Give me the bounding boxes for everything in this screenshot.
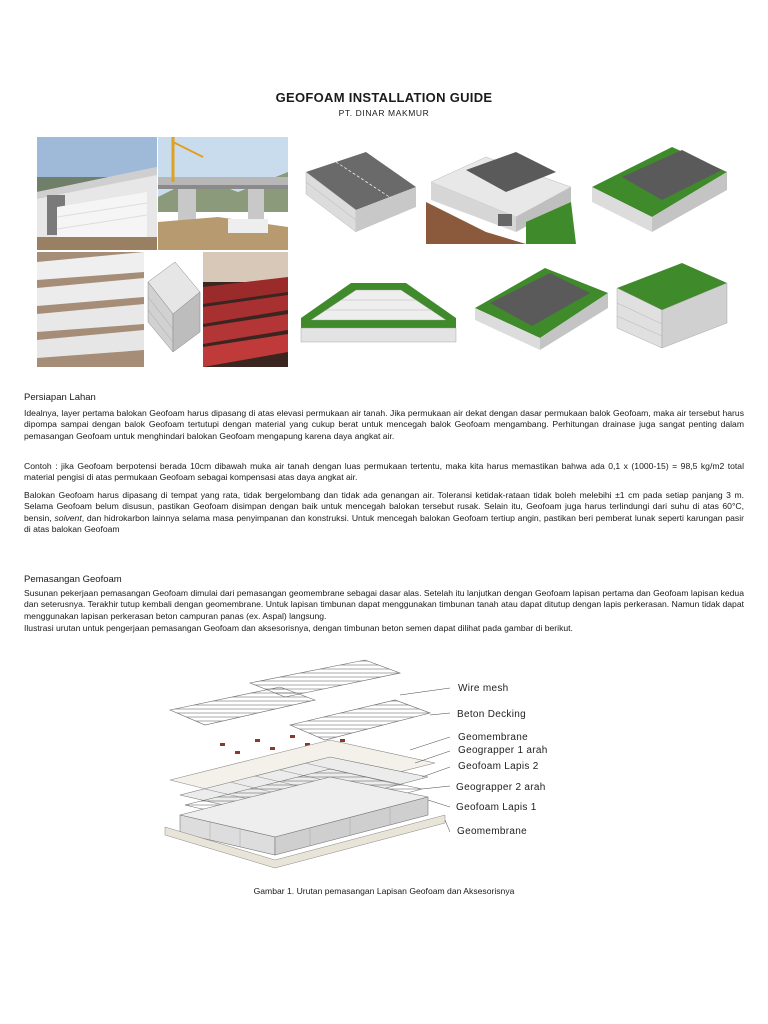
layer-label-wire-mesh: Wire mesh [458,683,509,694]
layer-label-geomembrane-top: Geomembrane [458,732,528,743]
paragraph-storage [24,490,744,536]
layer-label-geograpper-1: Geograpper 1 arah [458,745,548,756]
paragraph-storage-part1: Balokan Geofoam harus dipasang di tempat yang rata, tidak bergelombang dan tidak ada genangan air. Toleransi ketidak-rataan tidak boleh melebihi ±1 cm pada setiap panjang 3 m. Selama Geofoam belum disusun, pastikan Geofoam disimpan dengan baik untuk mencegah balokan tersebut rusak. Selain itu, Geofoam juga harus terlindungi dari suhu di atas 60°C, bensin, [24,490,744,523]
paragraph-storage-italic: solvent [54,512,82,523]
layer-label-geofoam-lapis-1: Geofoam Lapis 1 [456,802,537,813]
figure-layer-sequence [160,655,450,870]
layer-label-geograpper-2: Geograpper 2 arah [456,782,546,793]
document-title: GEOFOAM INSTALLATION GUIDE [275,90,493,105]
layer-label-geomembrane-bottom: Geomembrane [457,826,527,837]
diagram-retaining-wall [612,248,732,358]
photo-bridge-construction [158,137,288,250]
company-name: PT. DINAR MAKMUR [338,108,430,118]
diagram-slope-road [582,132,732,244]
figure-caption: Gambar 1. Urutan pemasangan Lapisan Geofoam dan Aksesorisnya [253,886,515,896]
layer-label-geofoam-lapis-2: Geofoam Lapis 2 [458,761,539,772]
section-heading-installation: Pemasangan Geofoam [24,574,122,585]
diagram-culvert-crossing [426,132,576,244]
paragraph-storage-part2: , dan hidrokarbon lainnya selama masa penyimpanan dan konstruksi. Untuk mencegah balokan Geofoam tertiup angin, pastikan beri pemberat lunak seperti karungan pasir di atas balokan Geofoam [24,512,744,535]
layer-label-beton-decking: Beton Decking [457,709,526,720]
paragraph-illustration-note: Ilustrasi urutan untuk pengerjaan pemasangan Geofoam dan aksesorisnya, dengan timbunan beton semen dapat dilihat pada gambar di berikut. [24,623,573,633]
photo-stadium-seating [203,252,288,367]
diagram-embankment-section [296,248,462,358]
paragraph-installation: Susunan pekerjaan pemasangan Geofoam dimulai dari pemasangan geomembrane sebagai dasar alas. Setelah itu lanjutkan dengan Geofoam lapisan pertama dan Geofoam lapisan kedua dan seterusnya. Terakhir tutup kembali dengan geomembrane. Untuk lapisan timbunan dapat menggunakan timbunan tanah atau dapat ditutup dengan lapis perkerasan. Namun tidak dapat menggunakan lapisan perkerasan beton campuran panas (ex. Aspal) langsung. [24,588,744,621]
paragraph-site-preparation: Idealnya, layer pertama balokan Geofoam harus dipasang di atas elevasi permukaan air tanah. Jika permukaan air dekat dengan dasar permukaan balok Geofoam, maka air tersebut harus dipompa sampai dengan balok Geofoam tertutupi dengan material yang cukup berat untuk mencegah balok Geofoam mengambang. Perhitungan drainase juga sangat penting dalam pemasangan Geofoam untuk menghindari balokan Geofoam mengapung karena daya angkat air. [24,408,744,441]
block-stack-drawing [145,252,202,367]
photo-embankment-wall [37,137,157,250]
section-heading-site-preparation: Persiapan Lahan [24,392,96,403]
diagram-road-embankment [296,132,424,244]
diagram-road-widening [470,248,610,358]
paragraph-buoyancy-example: Contoh : jika Geofoam berpotensi berada 10cm dibawah muka air tanah dengan luas permukaan tertentu, maka kita harus memastikan bahwa ada 0,1 x (1000-15) = 98,5 kg/m2 total material pengisi di atas permukaan Geofoam sebagai kompensasi atas daya angkat air. [24,461,744,483]
photo-block-layers [37,252,144,367]
